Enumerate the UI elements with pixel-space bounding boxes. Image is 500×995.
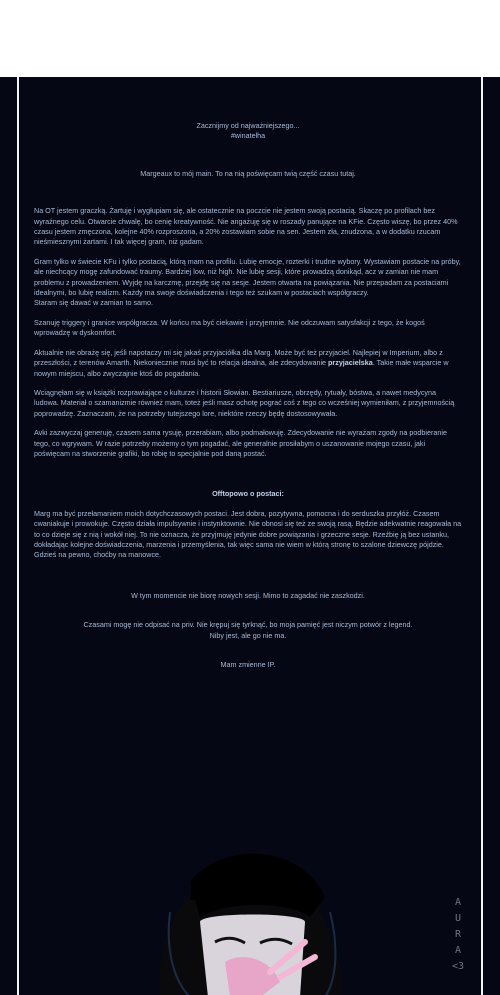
paragraph-friendship xyxy=(34,348,462,379)
character-illustration xyxy=(130,822,370,995)
aura-signature xyxy=(448,895,468,975)
signature-letter: R xyxy=(454,929,462,940)
signature-letter: U xyxy=(454,913,462,924)
closing-line: Czasami mogę nie odpisać na priv. Nie krępuj się tyrknąć, bo moja pamięć jest niczym potwór z legend. xyxy=(83,620,413,630)
paragraph-triggers: Szanuję triggery i granice współgracza. W końcu ma być ciekawie i przyjemnie. Nie odczuwam satysfakcji z tego, że kogoś wprowadzę w dyskomfort. xyxy=(34,317,425,338)
offtop-text: Marg ma być przełamaniem moich dotychczasowych postaci. Jest dobra, pozytywna, pomocna i do serduszka przyłóż. Czasem cwaniakuje i prowokuje. Często działa impulsywnie i instynktownie. Nie obnosi się też ze swoją rasą. Będzie adekwatnie reagowała na to co dzieje się z nią i wokół niej. To nie oznacza, że przyjmuję jedynie dobre powiązania i grzeczne sesje. Rzeźbię ją bez ustanku, dokładając kolejne doświadczenia, marzenia i przemyślenia, tak więc sama nie wiem w którą stronę to szalone dziewczę pójdzie. Gdzieś na pewno, choćby na manowce. xyxy=(34,508,462,560)
paragraph-friendship-text-end: . Takie małe wsparcie w nowym miejscu, albo zwyczajnie ktoś do pogadania. xyxy=(34,358,449,378)
signature-heart: <3 xyxy=(451,961,465,972)
paragraph-slavic: Wciągnęłam się w książki rozprawiające o kulturze i historii Słowian. Bestiariusze, obrzędy, rytuały, bóstwa, a nawet medycyna ludowa. Materiał o szamanizmie również mam, toteż jeśli masz ochotę pograć coś z tego co wcześniej wymieniłam, z przyjemnością poprowadzę. Zaznaczam, że na potrzeby tutejszego lore, niektóre rzeczy będę dostosowywała. xyxy=(34,387,455,418)
paragraph-gameplay: Gram tylko w świecie KFu i tylko postacią, którą mam na profilu. Lubię emocje, rozterki i trudne wybory. Wystawiam postacie na próby, ale niechcący mogę zafundować traumy. Bardziej low, niż high. Nie lubię sesji, które prowadzą donikąd, acz w zamian nie mam problemu z prowadzeniem. Wyjdę na karczmę, przejdę się na sesje. Jestem otwarta na powiązania. Nie przepadam za postaciami idealnymi, bo lubię realizm. Każdy ma swoje doświadczenia i tego też szukam w postaciach współgraczy. xyxy=(34,256,461,298)
signature-letter: A xyxy=(454,945,462,956)
bold-word: przyjacielska xyxy=(328,358,373,368)
ip-line: Mam zmienne IP. xyxy=(220,660,276,669)
offtop-heading: Offtopowo o postaci: xyxy=(212,489,284,499)
profile-text xyxy=(34,121,462,670)
paragraph-gameplay-end: Staram się dawać w zamian to samo. xyxy=(34,298,154,308)
intro-hashtag: #winatelha xyxy=(230,131,266,141)
paragraph-friendship-text: Aktualnie nie obrażę się, jeśli napotaczy mi się jakaś przyjaciółka dla Marg. Może być też przyjaciel. Najlepiej w Imperium, albo z przeszłości, z terenów Amarth. Niekoniecznie musi być to relacja idealna, ale zdecydowanie xyxy=(34,347,443,368)
right-border-line xyxy=(481,77,483,995)
paragraph-ot: Na OT jestem graczką. Żartuję i wygłupiam się, ale ostatecznie na poczcie nie jestem swoją postacią. Skaczę po profilach bez wyraźnego celu. Otwarcie chwalę, bo cenię kreatywność. Nie angażuję się w roszady panujące na KFie. Często wiszę, bo przez 40% czasu jestem zmęczona, kolejne 40% rozproszona, a 20% zostawiam sobie na sen. Jestem zła, znudzona, a w dodatku rzucam nieśmiesznymi żartami. I tak więcej gram, niż gadam. xyxy=(34,206,458,247)
profile-panel xyxy=(0,77,500,995)
signature-letter: A xyxy=(454,897,462,908)
intro-line: Zacznijmy od najważniejszego... xyxy=(196,121,300,130)
main-character-line: Margeaux to mój main. To na nią poświęcam twią część czasu tutaj. xyxy=(140,168,356,178)
left-border-line xyxy=(17,77,19,995)
sessions-notice: W tym momencie nie biorę nowych sesji. Mimo to zagadać nie zaszkodzi. xyxy=(131,590,365,600)
closing-line-2: Niby jest, ale go nie ma. xyxy=(209,630,287,640)
paragraph-avatars: Avki zazwyczaj generuję, czasem sama rysuję, przerabiam, albo podmałowuję. Zdecydowanie nie wyrażam zgody na podbieranie tego, co wgrywam. W razie potrzeby możemy o tym pogadać, ale generalnie prosiłabym o uszanowanie mojego czasu, jaki poświęcam na stworzenie grafiki, bo robię to specjalnie pod daną postać. xyxy=(34,428,447,458)
